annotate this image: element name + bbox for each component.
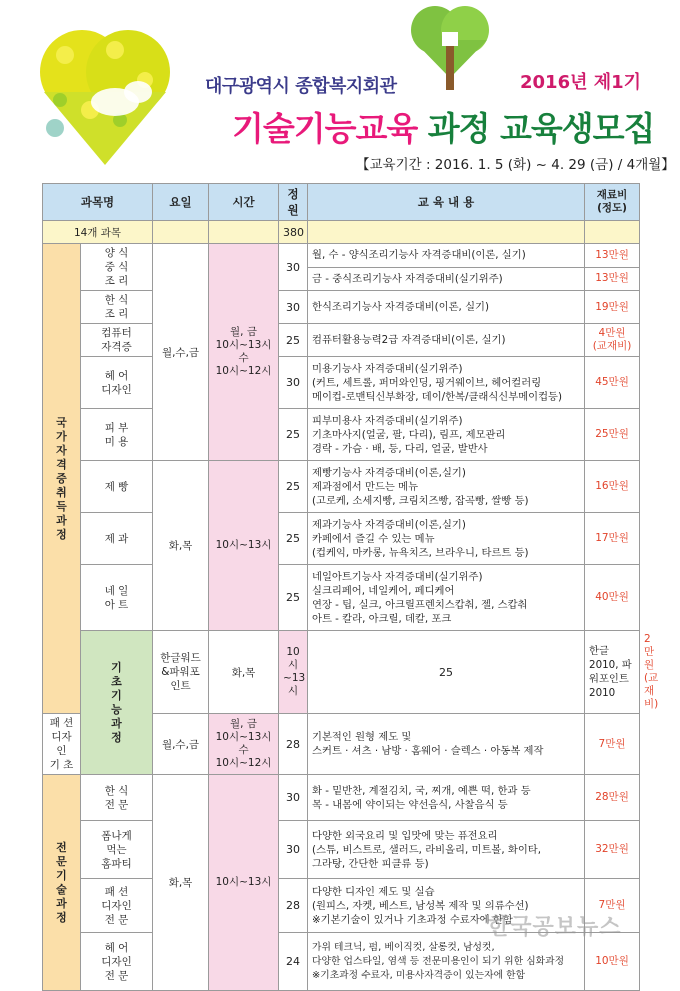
day-cell: 화,목 — [153, 775, 209, 991]
header-day: 요일 — [153, 184, 209, 221]
course-name: 피 부 미 용 — [81, 409, 153, 461]
course-name: 패 션 디자인 전 문 — [81, 879, 153, 933]
course-name: 컴퓨터 자격증 — [81, 324, 153, 357]
table-row — [43, 244, 640, 268]
content-cell: 제빵기능사 자격증대비(이론,실기) 제과점에서 만드는 메뉴 (고로케, 소세지빵, 크림치즈빵, 잡곡빵, 쌀빵 등) — [308, 461, 585, 513]
content-cell: 다양한 외국요리 및 입맛에 맞는 퓨전요리 (스튜, 비스트로, 샐러드, 라비올리, 미트볼, 화이타, 그라탕, 간단한 피클류 등) — [308, 821, 585, 879]
title-part1: 기술기능교육 — [232, 109, 418, 148]
category-expert: 전문기술과정 — [43, 775, 81, 991]
count-cell: 25 — [279, 461, 308, 513]
header — [0, 0, 680, 180]
education-period: 【교육기간 : 2016. 1. 5 (화) ~ 4. 29 (금) / 4개월】 — [356, 157, 675, 173]
fee-cell: 13만원 — [585, 267, 640, 291]
count-cell: 25 — [279, 324, 308, 357]
title-part2: 과정 교육생모집 — [417, 109, 655, 148]
count-cell: 28 — [279, 879, 308, 933]
content-cell: 가위 테크닉, 펌, 베이직컷, 살롱컷, 남성컷, 다양한 업스타일, 염색 등 전문미용인이 되기 위한 심화과정 ※기초과정 수료자, 미용사자격증이 있는자에 한함 — [308, 933, 585, 991]
summary-label: 14개 과목 — [43, 221, 153, 244]
header-count: 정원 — [279, 184, 308, 221]
content-cell: 한식조리기능사 자격증대비(이론, 실기) — [308, 291, 585, 324]
count-cell: 25 — [279, 409, 308, 461]
content-cell: 다양한 디자인 제도 및 실습 (원피스, 자켓, 베스트, 남성복 제작 및 의류수선) ※기본기술이 있거나 기초과정 수료자에 한함 — [308, 879, 585, 933]
course-name: 한글워드 &파워포인트 — [153, 631, 209, 714]
day-cell: 화,목 — [153, 461, 209, 631]
summary-row — [43, 221, 640, 244]
table-row — [43, 513, 640, 565]
summary-total: 380 — [279, 221, 308, 244]
time-cell: 10시~13시 — [209, 461, 279, 631]
table-header-row — [43, 184, 640, 221]
fee-cell: 4만원 (교재비) — [585, 324, 640, 357]
term-label: 2016년 제1기 — [520, 72, 642, 93]
count-cell: 30 — [279, 357, 308, 409]
page-title — [232, 103, 654, 150]
count-cell: 30 — [279, 775, 308, 821]
fee-cell: 28만원 — [585, 775, 640, 821]
content-cell: 금 - 중식조리기능사 자격증대비(실기위주) — [308, 267, 585, 291]
count-cell: 24 — [279, 933, 308, 991]
fee-cell: 40만원 — [585, 565, 640, 631]
table-row — [43, 775, 640, 821]
tree-illustration — [395, 0, 505, 90]
day-cell: 월,수,금 — [153, 714, 209, 775]
fee-cell: 25만원 — [585, 409, 640, 461]
count-cell: 28 — [279, 714, 308, 775]
fee-cell: 7만원 — [585, 879, 640, 933]
course-name: 양 식 중 식 조 리 — [81, 244, 153, 291]
fee-cell: 13만원 — [585, 244, 640, 268]
content-cell: 미용기능사 자격증대비(실기위주) (커트, 세트롤, 퍼머와인딩, 핑거웨이브, 헤어컬러링 메이컵-로맨틱신부화장, 데이/한복/클래식신부메이컵등) — [308, 357, 585, 409]
course-name: 제 과 — [81, 513, 153, 565]
content-cell: 제과기능사 자격증대비(이론,실기) 카페에서 즐길 수 있는 메뉴 (컵케익, 마카롱, 뉴욕치즈, 브라우니, 타르트 등) — [308, 513, 585, 565]
course-name: 제 빵 — [81, 461, 153, 513]
count-cell: 30 — [279, 244, 308, 291]
fee-cell: 19만원 — [585, 291, 640, 324]
course-name: 패 션 디자인 기 초 — [43, 714, 81, 775]
time-cell: 10시~13시 — [279, 631, 308, 714]
count-cell: 30 — [279, 291, 308, 324]
fee-cell: 16만원 — [585, 461, 640, 513]
header-fee: 재료비 (정도) — [585, 184, 640, 221]
table-row — [43, 291, 640, 324]
time-cell: 월, 금 10시~13시 수 10시~12시 — [209, 244, 279, 461]
flower-heart-illustration — [20, 10, 190, 170]
course-name: 네 일 아 트 — [81, 565, 153, 631]
count-cell: 30 — [279, 821, 308, 879]
course-name: 헤 어 디자인 전 문 — [81, 933, 153, 991]
fee-cell: 45만원 — [585, 357, 640, 409]
content-cell: 피부미용사 자격증대비(실기위주) 기초마사지(얼굴, 팔, 다리), 림프, 제모관리 경락 - 가슴 · 배, 등, 다리, 얼굴, 발반사 — [308, 409, 585, 461]
content-cell: 네일아트기능사 자격증대비(실기위주) 실크리페어, 네일케어, 페디케어 연장 - 팁, 실크, 아크릴프렌치스캅춰, 젤, 스캅춰 아트 - 칼라, 아크릴, 데칼, 포크 — [308, 565, 585, 631]
header-time: 시간 — [209, 184, 279, 221]
count-cell: 25 — [279, 513, 308, 565]
category-cert: 국가자격증취득과정 — [43, 244, 81, 714]
fee-cell: 32만원 — [585, 821, 640, 879]
content-cell: 화 - 밑반찬, 계절김치, 국, 찌개, 예쁜 떡, 한과 등 목 - 내몸에 약이되는 약선음식, 사찰음식 등 — [308, 775, 585, 821]
table-row — [43, 461, 640, 513]
organization-name: 대구광역시 종합복지회관 — [205, 76, 397, 97]
watermark-text: 한국공보뉴스 — [488, 915, 622, 940]
fee-cell: 7만원 — [585, 714, 640, 775]
table-row — [43, 409, 640, 461]
table-row — [43, 324, 640, 357]
course-name: 한 식 전 문 — [81, 775, 153, 821]
course-table — [42, 183, 659, 991]
time-cell: 월, 금 10시~13시 수 10시~12시 — [209, 714, 279, 775]
fee-cell: 10만원 — [585, 933, 640, 991]
course-name: 헤 어 디자인 — [81, 357, 153, 409]
course-name: 폼나게 먹는 홈파티 — [81, 821, 153, 879]
count-cell: 25 — [308, 631, 585, 714]
time-cell: 10시~13시 — [209, 775, 279, 991]
table-row: 기초기능과정 한글워드 &파워포인트 화,목 10시~13시 25 한글2010, 파워포인트2010 2만원 (교재비) — [43, 631, 640, 714]
course-name: 한 식 조 리 — [81, 291, 153, 324]
count-cell: 25 — [279, 565, 308, 631]
header-content: 교 육 내 용 — [308, 184, 585, 221]
table-row — [43, 357, 640, 409]
table-row — [43, 565, 640, 631]
header-course: 과목명 — [43, 184, 153, 221]
content-cell: 기본적인 원형 제도 및 스커트 · 셔츠 · 남방 · 홈웨어 · 슬렉스 · 아동복 제작 — [308, 714, 585, 775]
day-cell: 월,수,금 — [153, 244, 209, 461]
content-cell: 한글2010, 파워포인트2010 — [585, 631, 640, 714]
table-row — [43, 821, 640, 879]
day-cell: 화,목 — [209, 631, 279, 714]
content-cell: 월, 수 - 양식조리기능사 자격증대비(이론, 실기) — [308, 244, 585, 268]
category-basic: 기초기능과정 — [81, 631, 153, 775]
content-cell: 컴퓨터활용능력2급 자격증대비(이론, 실기) — [308, 324, 585, 357]
fee-cell: 17만원 — [585, 513, 640, 565]
table-row — [43, 933, 640, 991]
